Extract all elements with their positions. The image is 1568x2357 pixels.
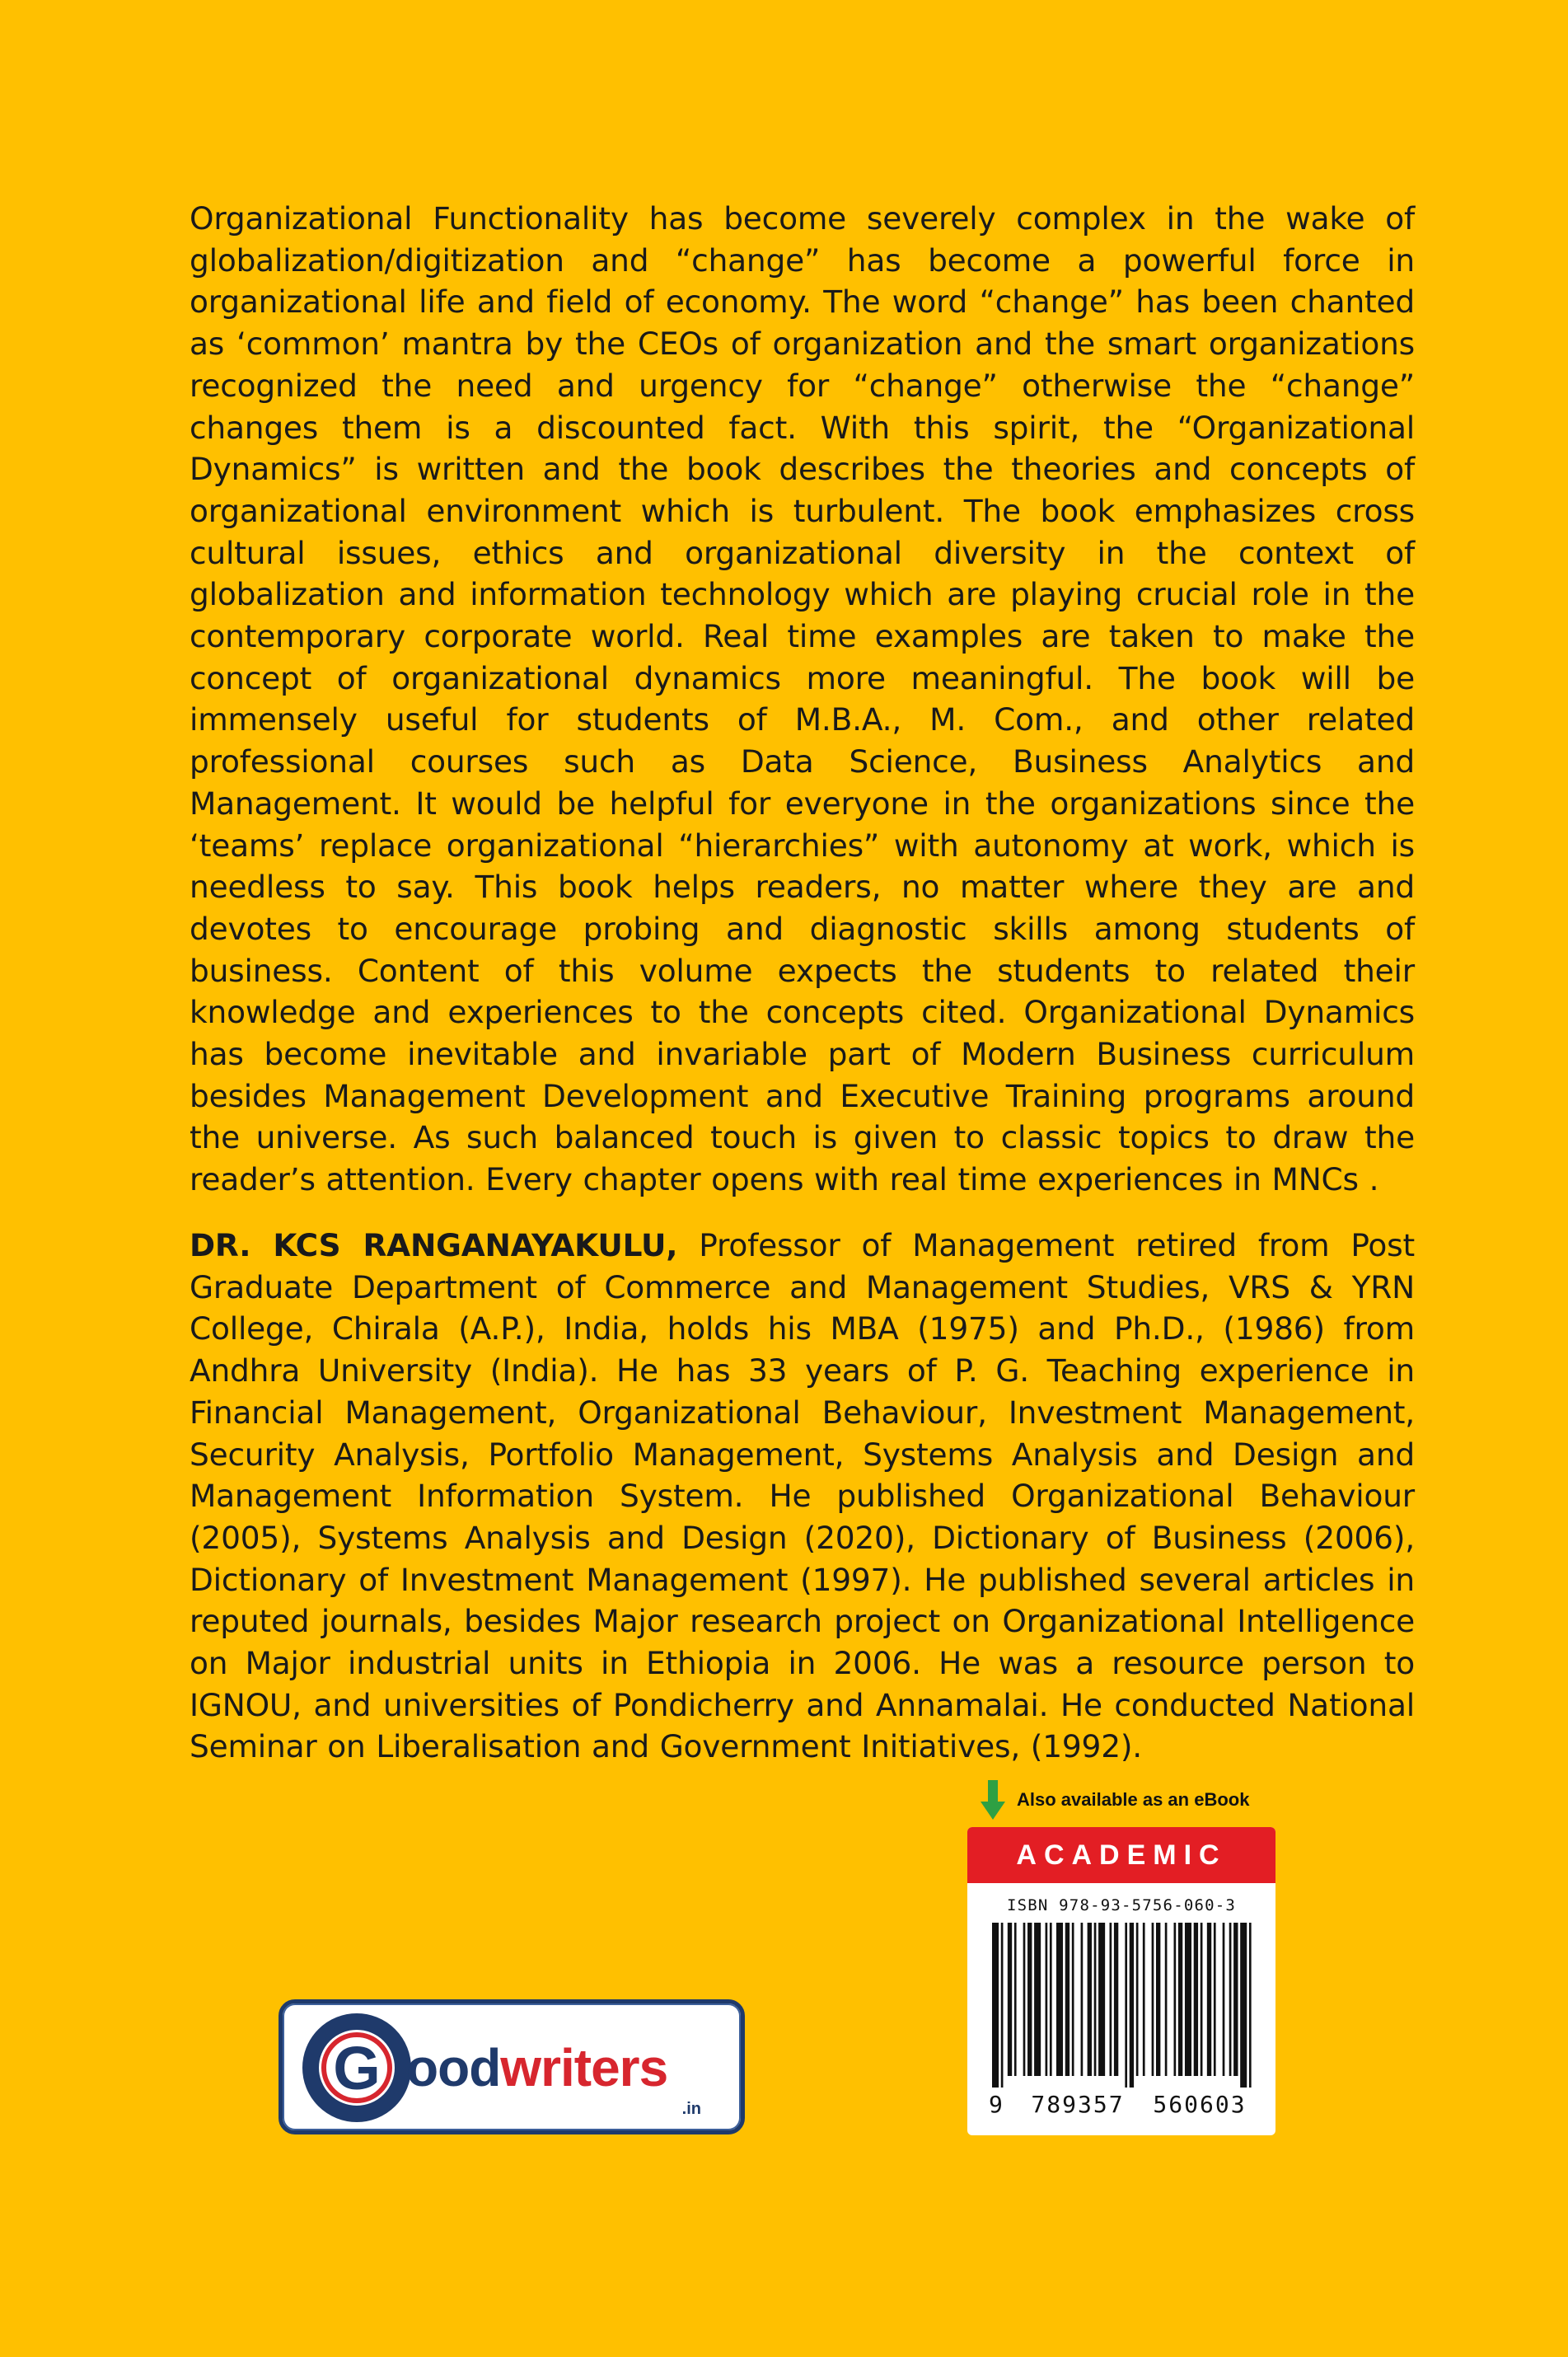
publisher-logo [278,1999,745,2134]
barcode-bar [1249,1923,1252,2088]
ebook-note-text: Also available as an eBook [1017,1789,1250,1810]
barcode-bar [1098,1923,1105,2076]
barcode-bar [1136,1923,1139,2076]
academic-label: ACADEMIC [967,1827,1275,1883]
logo-domain: .in [681,2100,701,2118]
barcode-bar [1114,1923,1118,2076]
barcode-bars [992,1923,1256,2088]
barcode-bar [1143,1923,1145,2076]
ebook-availability-note [981,1780,1249,1820]
barcode-bar [1125,1923,1127,2088]
author-bio [190,1225,1415,1768]
isbn-text: ISBN 978-93-5756-060-3 [1006,1896,1237,1914]
barcode-bar [1056,1923,1063,2076]
barcode-bar [1088,1923,1092,2076]
book-blurb: Organizational Functionality has become severely complex in the wake of globalization/digitization and “change” has become a powerful force in organizational life and field of economy. The word “change” has been chanted as ‘common’ mantra by the CEOs of organization and the smart organizations recognized the need and urgency for “change” otherwise the “change” changes them is a discounted fact. With this spirit, the “Organizational Dynamics” is written and the book describes the theories and concepts of organizational environment which is turbulent. The book emphasizes cross cultural issues, ethics and organizational diversity in the context of globalization and information technology which are playing crucial role in the contemporary corporate world. Real time examples are taken to make the concept of organizational dynamics more meaningful. The book will be immensely useful for students of M.B.A., M. Com., and other related professional courses such as Data Science, Business Analytics and Management. It would be helpful for everyone in the organizations since the ‘teams’ replace organizational “hierarchies” with autonomy at work, which is needless to say. This book helps readers, no matter where they are and devotes to encourage probing and diagnostic skills among students of business. Content of this volume expects the students to related their knowledge and experiences to the concepts cited. Organizational Dynamics has become inevitable and invariable part of Modern Business curriculum besides Management Development and Executive Training programs around the universe. As such balanced touch is given to classic topics to draw the reader’s attention. Every chapter opens with real time experiences in MNCs . [190,200,1415,1198]
barcode-bar [1207,1923,1211,2076]
barcode-bar [992,1923,999,2088]
barcode-bar [1027,1923,1032,2076]
barcode-bar [1046,1923,1048,2076]
author-name: DR. KCS RANGANAYAKULU, [190,1227,678,1263]
barcode-bar [1152,1923,1154,2076]
barcode-bar [1174,1923,1177,2076]
barcode-bar [1223,1923,1225,2076]
barcode-digits-group2: 560603 [1153,2091,1247,2118]
barcode-bar [1194,1923,1198,2076]
barcode-digits-group1: 789357 [1031,2091,1125,2118]
barcode-bar [1229,1923,1232,2076]
barcode-bar [1094,1923,1097,2076]
barcode-bar [1081,1923,1084,2076]
barcode-bar [1001,1923,1004,2088]
barcode-bar [1065,1923,1070,2076]
barcode-bar [1014,1923,1017,2076]
barcode-bar [1214,1923,1216,2076]
down-arrow-icon [981,1780,1005,1820]
barcode-bar [1165,1923,1168,2076]
barcode-bar [1201,1923,1203,2076]
author-bio-text: Professor of Management retired from Post Graduate Department of Commerce and Management Studies, VRS & YRN College, Chirala (A.P.), India, holds his MBA (1975) and Ph.D., (1986) from Andhra University (India). He has 33 years of P. G. Teaching experience in Financial Management, Organizational Behaviour, Investment Management, Security Analysis, Portfolio Management, Systems Analysis and Design and Management Information System. He published Organizational Behaviour (2005), Systems Analysis and Design (2020), Dictionary of Business (2006), Dictionary of Investment Management (1997). He published several articles in reputed journals, besides Major research project on Organizational Intelligence on Major industrial units in Ethiopia in 2006. He was a resource person to IGNOU, and universities of Pondicherry and Annamalai. He conducted National Seminar on Liberalisation and Government Initiatives, (1992). [190,1227,1415,1765]
barcode-bar [1050,1923,1052,2076]
barcode-bar [1233,1923,1238,2076]
goodwriters-logo-icon [283,2003,741,2130]
barcode-bar [1072,1923,1074,2076]
barcode-bar [1185,1923,1191,2076]
barcode-bar [1023,1923,1026,2076]
barcode-number [989,2091,1261,2118]
barcode-bar [1240,1923,1247,2088]
isbn-barcode-card [967,1827,1275,2135]
barcode-bar [1130,1923,1134,2088]
svg-text:oodwriters: oodwriters [406,2038,668,2097]
svg-text:G: G [333,2034,381,2102]
barcode-bar [1034,1923,1041,2076]
barcode-bar [1008,1923,1012,2076]
barcode-digit-lead: 9 [989,2091,1003,2118]
barcode-bar [1178,1923,1182,2076]
barcode-bar [1110,1923,1112,2076]
barcode-bar [1156,1923,1160,2076]
